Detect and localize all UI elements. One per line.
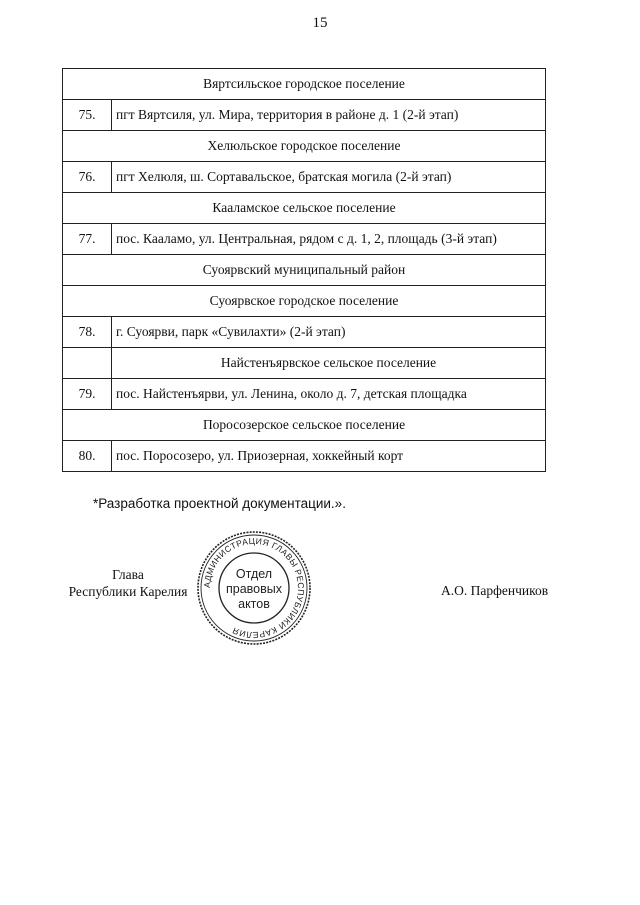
section-row <box>63 255 546 286</box>
row-number: 76. <box>63 162 112 193</box>
row-number: 80. <box>63 441 112 472</box>
page-number: 15 <box>312 15 328 31</box>
section-heading: Вяртсильское городское поселение <box>63 69 546 100</box>
row-location: г. Суоярви, парк «Сувилахти» (2-й этап) <box>112 317 546 348</box>
stamp-line2: правовых <box>226 582 282 596</box>
signatory-title-line1: Глава <box>112 567 144 582</box>
section-row <box>63 193 546 224</box>
row-number: 75. <box>63 100 112 131</box>
section-row <box>63 348 546 379</box>
section-row <box>63 69 546 100</box>
table-row <box>63 162 546 193</box>
signatory-title-line2: Республики Карелия <box>68 584 188 599</box>
row-location: пгт Вяртсиля, ул. Мира, территория в районе д. 1 (2-й этап) <box>112 100 546 131</box>
table-row <box>63 100 546 131</box>
table-row <box>63 379 546 410</box>
row-number: 79. <box>63 379 112 410</box>
table-row <box>63 317 546 348</box>
signatory-title <box>62 566 194 600</box>
section-heading: Кааламское сельское поселение <box>63 193 546 224</box>
row-location: пос. Поросозеро, ул. Приозерная, хоккейный корт <box>112 441 546 472</box>
section-heading: Суоярвское городское поселение <box>63 286 546 317</box>
settlements-table <box>62 68 546 472</box>
footnote: *Разработка проектной документации.». <box>93 496 346 511</box>
section-row <box>63 131 546 162</box>
row-location: пгт Хелюля, ш. Сортавальское, братская могила (2-й этап) <box>112 162 546 193</box>
table-row <box>63 441 546 472</box>
stamp-line1: Отдел <box>235 567 273 581</box>
section-heading: Поросозерское сельское поселение <box>63 410 546 441</box>
section-heading: Хелюльское городское поселение <box>63 131 546 162</box>
signatory-name: А.О. Парфенчиков <box>441 583 549 598</box>
row-number: 78. <box>63 317 112 348</box>
section-row <box>63 286 546 317</box>
empty-cell <box>63 348 112 379</box>
row-number: 77. <box>63 224 112 255</box>
official-stamp <box>195 529 313 647</box>
table-row <box>63 224 546 255</box>
row-location: пос. Кааламо, ул. Центральная, рядом с д. 1, 2, площадь (3-й этап) <box>112 224 546 255</box>
stamp-line3: актов <box>238 597 270 611</box>
section-heading: Найстенъярвское сельское поселение <box>112 348 546 379</box>
stamp-ring-text: АДМИНИСТРАЦИЯ ГЛАВЫ РЕСПУБЛИКИ КАРЕЛИЯ <box>201 535 307 641</box>
row-location: пос. Найстенъярви, ул. Ленина, около д. 7, детская площадка <box>112 379 546 410</box>
section-row <box>63 410 546 441</box>
section-heading: Суоярвский муниципальный район <box>63 255 546 286</box>
